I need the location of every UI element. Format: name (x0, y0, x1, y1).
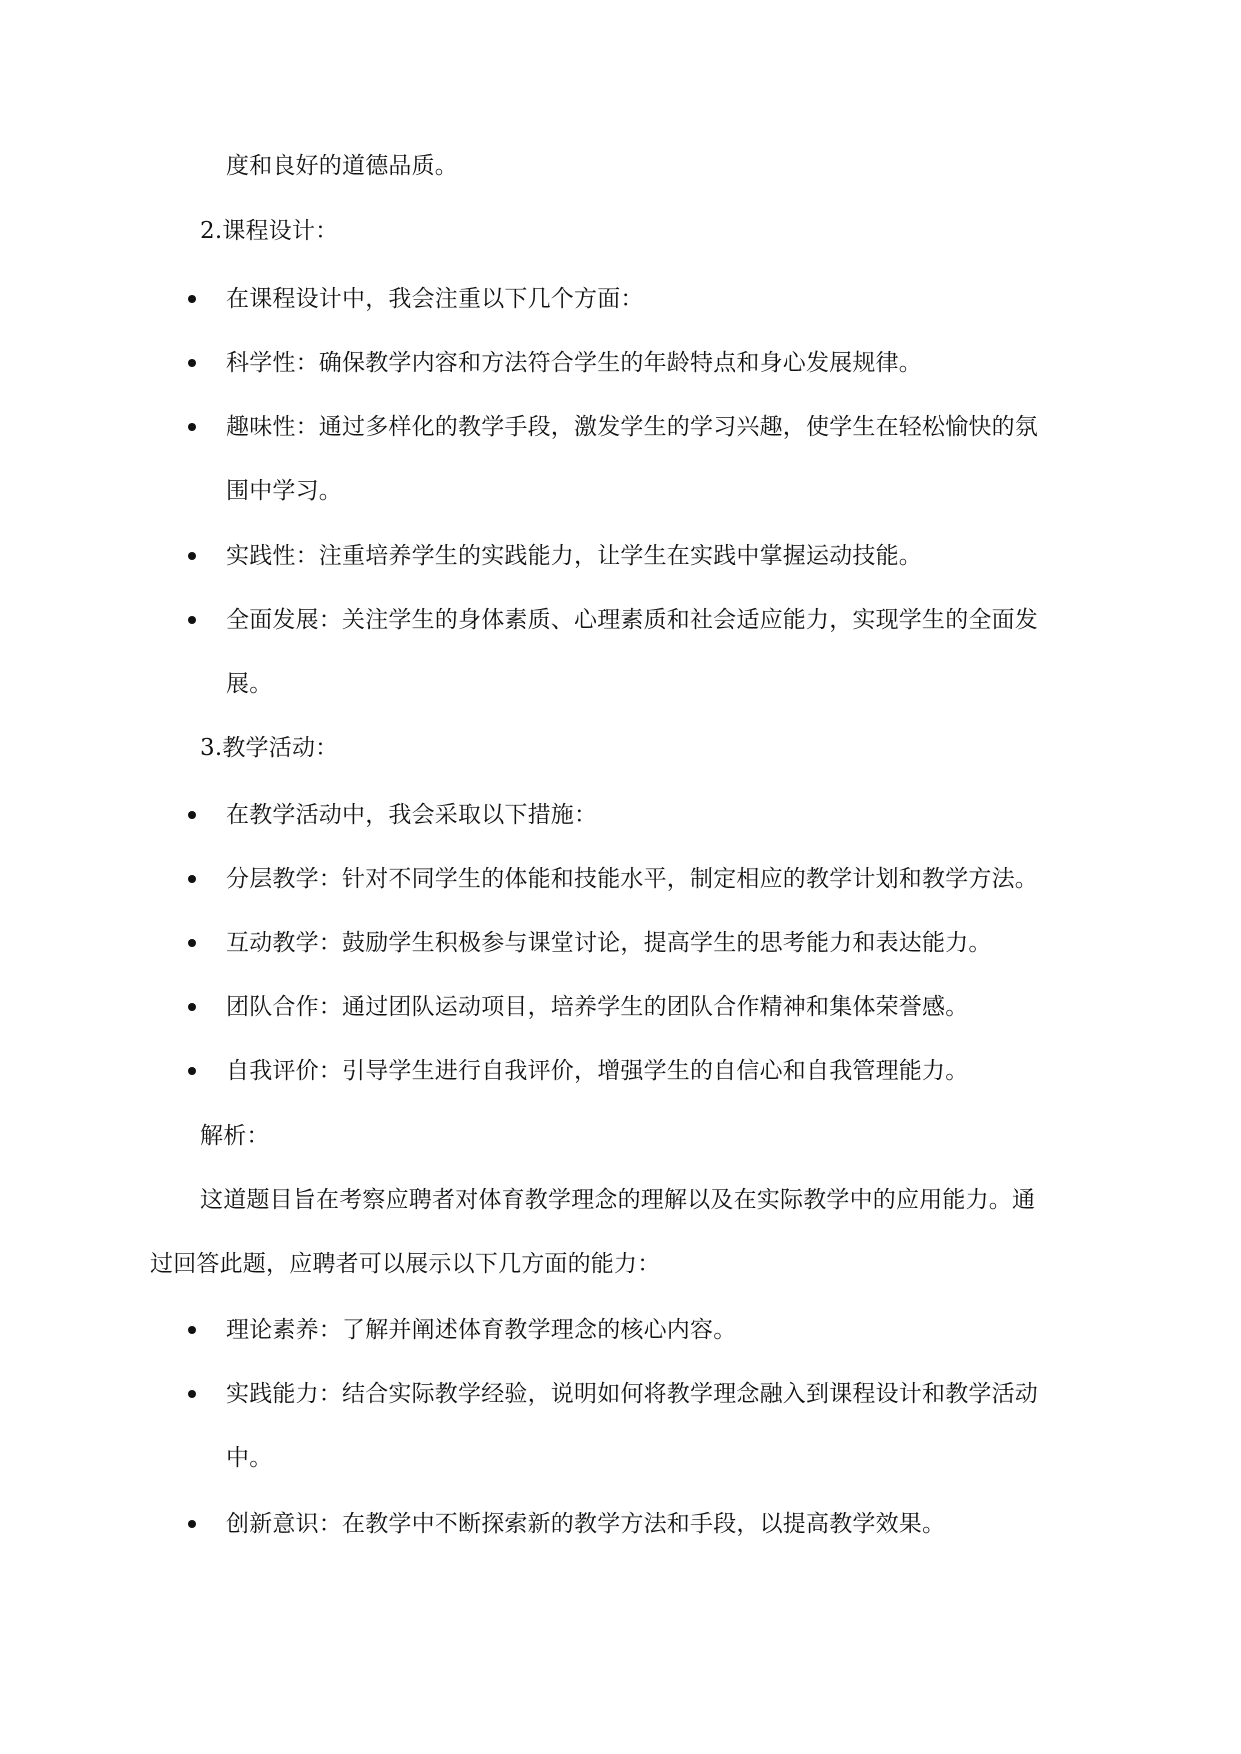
bullet-icon (188, 811, 196, 819)
bullet-icon (188, 1003, 196, 1011)
list-item: 互动教学：鼓励学生积极参与课堂讨论，提高学生的思考能力和表达能力。 (226, 930, 992, 956)
list-item-continuation: 中。 (226, 1445, 273, 1471)
section-heading: 3.教学活动： (200, 735, 339, 761)
bullet-icon (188, 552, 196, 560)
paragraph-line: 这道题目旨在考察应聘者对体育教学理念的理解以及在实际教学中的应用能力。通 (200, 1187, 1036, 1213)
list-item: 实践性：注重培养学生的实践能力，让学生在实践中掌握运动技能。 (226, 543, 922, 569)
list-item: 在课程设计中，我会注重以下几个方面： (226, 286, 644, 312)
list-item: 团队合作：通过团队运动项目，培养学生的团队合作精神和集体荣誉感。 (226, 994, 969, 1020)
list-item: 创新意识：在教学中不断探索新的教学方法和手段，以提高教学效果。 (226, 1511, 946, 1537)
paragraph-line: 度和良好的道德品质。 (226, 153, 458, 179)
list-item: 科学性：确保教学内容和方法符合学生的年龄特点和身心发展规律。 (226, 350, 922, 376)
paragraph-line: 过回答此题，应聘者可以展示以下几方面的能力： (150, 1251, 661, 1277)
bullet-icon (188, 1326, 196, 1334)
bullet-icon (188, 359, 196, 367)
list-item: 趣味性：通过多样化的教学手段，激发学生的学习兴趣，使学生在轻松愉快的氛 (226, 414, 1038, 440)
analysis-label: 解析： (200, 1123, 270, 1149)
bullet-icon (188, 423, 196, 431)
list-item-continuation: 展。 (226, 671, 273, 697)
bullet-icon (188, 1067, 196, 1075)
list-item: 分层教学：针对不同学生的体能和技能水平，制定相应的教学计划和教学方法。 (226, 866, 1038, 892)
bullet-icon (188, 875, 196, 883)
bullet-icon (188, 1520, 196, 1528)
section-heading: 2.课程设计： (200, 218, 339, 244)
bullet-icon (188, 1390, 196, 1398)
list-item: 理论素养：了解并阐述体育教学理念的核心内容。 (226, 1317, 737, 1343)
bullet-icon (188, 939, 196, 947)
list-item-continuation: 围中学习。 (226, 478, 342, 504)
list-item: 全面发展：关注学生的身体素质、心理素质和社会适应能力，实现学生的全面发 (226, 607, 1038, 633)
list-item: 实践能力：结合实际教学经验，说明如何将教学理念融入到课程设计和教学活动 (226, 1381, 1038, 1407)
bullet-icon (188, 295, 196, 303)
bullet-icon (188, 616, 196, 624)
list-item: 自我评价：引导学生进行自我评价，增强学生的自信心和自我管理能力。 (226, 1058, 969, 1084)
list-item: 在教学活动中，我会采取以下措施： (226, 802, 598, 828)
